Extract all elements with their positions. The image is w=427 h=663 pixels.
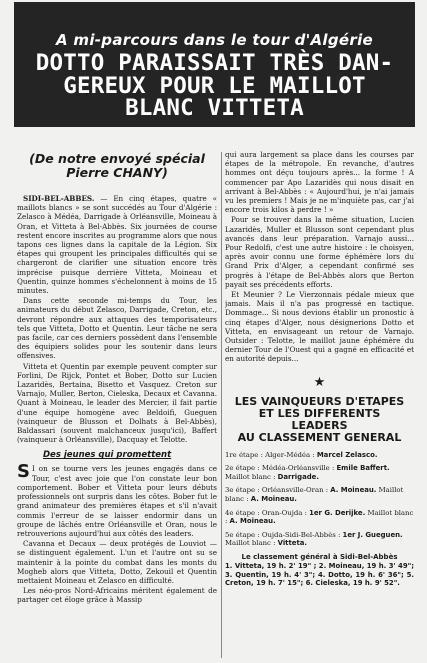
leader-label: Maillot blanc [225,539,271,548]
winners-heading [225,396,414,444]
article-paragraph: Les néo-pros Nord-Africains méritent également de partager cet éloge grâce à Massip [17,586,217,605]
stage-route: Oran-Oujda [261,508,303,517]
article-paragraph [17,194,217,295]
general-classification: 1. Vitteta, 19 h. 2' 19" ; 2. Moineau, 19 h. 3' 49"; 3. Quentin, 19 h. 4' 3"; 4. Dotto, 19 h. 6' 36"; 5. Creton, 19 h. 7' 15"; 6. Cieleska, 19 h. 9' 52". [225,562,414,588]
stage-number: 1re étape [225,450,259,459]
stage-winner: Marcel Zelasco. [316,450,378,459]
byline-line: Pierre CHANY) [66,165,168,180]
stage-leader: Vitteta. [277,539,308,548]
stage-route: Médéa-Orléansville [261,464,330,473]
stage-leader: A. Moineau. [250,495,297,504]
headline-line: DOTTO PARAISSAIT TRÈS DAN- [35,50,394,76]
article-paragraph [17,461,217,538]
stage-route: Oujda-Sidi-Bel-Abbès [261,530,336,539]
stage-winner: Emile Baffert. [336,464,390,473]
article-paragraph: Cavanna et Decaux — deux protégés de Louviot — se distinguent également. L'un et l'autre ont su se maintenir à la pointe du combat dans les monts du Mogheb alors que Vitteta, Dotto, Zekouil et Quentin mettaient Moineau et Zelasco en difficulté. [17,539,217,585]
heading-line: LES VAINQUEURS D'ETAPES [234,394,405,408]
stage-entry: 1re étape : Alger-Médéa : Marcel Zelasco. [225,450,378,459]
section-subhead: Des jeunes qui promettent [43,450,172,461]
article-paragraph: Dans cette seconde mi-temps du Tour, les animateurs du début Zelasco, Darrigade, Creton, etc., devront répondre aux attaques des temporisateurs tels que Vitteta, Dotto et Quentin. Leur tâche ne sera pas facile, car ces derniers possèdent dans l'ensemble des équipiers solides pour les soutenir dans leurs offensives. [17,296,217,361]
heading-line: AU CLASSEMENT GENERAL [237,430,402,444]
dateline: SIDI-BEL-ABBES. [23,194,95,203]
stage-winner: 1er G. Derijke. [309,508,366,517]
stage-number: 3e étape [225,486,256,495]
heading-line: ET LES DIFFERENTS [258,406,381,420]
article-paragraph: qui aura largement sa place dans les courses par étapes de la métropole. En revanche, d'autres hommes ont déçu toujours après... la forme ! A commencer par Apo Lazaridès qui nous disait en arrivant à Bel-Abbès : « Aujourd'hui, je n'ai jamais vu les premiers ! Mais je ne m'inquiète pas, car j'ai encore trois kilos à perdre ! » [225,150,414,215]
stage-leader: A. Moineau. [229,517,276,526]
leader-label: Maillot blanc [225,472,271,481]
article-column-right [225,150,414,660]
stage-number: 4e étape [225,508,256,517]
main-headline [14,52,415,120]
heading-line: LEADERS [291,418,348,432]
stage-entry: 3e étape : Orléansville-Oran : A. Moineau. Maillot blanc : A. Moineau. [225,486,404,504]
leader-label: Maillot blanc [367,508,414,517]
stage-entry: 4e étape : Oran-Oujda : 1er G. Derijke. Maillot blanc : A. Moineau. [225,508,414,526]
drop-cap: S [17,461,30,483]
stage-winner: A. Moineau. [330,486,377,495]
kicker: A mi-parcours dans le tour d'Algérie [55,31,373,49]
leader-label: Maillot blanc [225,486,404,504]
star-icon: ★ [313,374,326,390]
headline-banner [14,2,415,127]
byline [17,152,217,180]
article-column-left [17,150,217,660]
paragraph-text: I on se tourne vers les jeunes engagés dans ce Tour, c'est avec joie que l'on constate leur bon comportement. Bober et Vitteta pour leurs débuts professionnels ont surpris dans les côtes. Bober fut le grand animateur des premières étapes et s'il n'avait commis l'erreur de se laisser endormir dans un groupe de lâchés entre Orléansville et Oran, nous le retrouverions aujourd'hui aux côtés des leaders. [17,464,217,538]
stage-number: 5e étape [225,530,256,539]
stage-leader: Darrigade. [277,472,319,481]
stage-number: 2e étape [225,464,256,473]
stage-entry: 2e étape : Médéa-Orléansville : Emile Baffert. Maillot blanc : Darrigade. [225,464,390,481]
stage-results [225,451,414,548]
general-classification-title: Le classement général à Sidi-Bel-Abbès [241,553,398,562]
article-paragraph: Pour se trouver dans la même situation, Lucien Lazaridès, Muller et Blusson sont cependant plus avancés dans leur préparation. Varnajo aussi... Pour Redolfi, c'est une autre histoire : le choisyen, après avoir connu une forme éphémère lors du Grand Prix d'Alger, a cependant confirmé ses progrès à l'étape de Bel-Abbès alors que Berton payait ses précédents efforts. [225,215,414,289]
stage-winner: 1er J. Gueguen. [342,530,403,539]
byline-line: (De notre envoyé spécial [29,151,205,166]
stage-route: Orléansville-Oran [261,486,324,495]
article-paragraph: Vitteta et Quentin par exemple peuvent compter sur Forlini, De Rijck, Pontet et Bober, Dotto sur Lucien Lazaridès, Bertaina, Bisetto et Vasquez. Creton sur Varnajo, Muller, Berton, Cieleska, Decaux et Cavanna. Quant à Moineau, le leader des Mercier, il fait partie d'une équipe homogène avec Beldoifi, Gueguen (vainqueur de Blusson et Dolhats à Bel-Abbès), Baldassari (souvent malchanceux jusqu'ici), Baffert (vainqueur à Orléansville), Dacquay et Telotte. [17,361,217,445]
headline-line: GEREUX POUR LE MAILLOT [63,72,366,99]
headline-line: BLANC VITTETA [125,95,304,121]
paragraph-text: — En cinq étapes, quatre « maillots blancs » se sont succédés au Tour d'Algérie : Zelasco à Médéa, Darrigade à Orléansville, Moineau à Oran, et Vitteta à Bel-Abbès. Six journées de course restent encore inscrites au programme alors que nous tapons ces lignes dans la capitale de la Légion. Six étapes qui groupent les principales difficultés qui se chargeront de clarifier une situation encore très imprécise puisque derrière Vitteta, Moineau et Quentin, quinze hommes s'échelonnent à moins de 15 minutes. [17,194,217,296]
stage-entry: 5e étape : Oujda-Sidi-Bel-Abbès : 1er J. Gueguen. Maillot blanc : Vitteta. [225,530,403,548]
article-paragraph: Et Meunier ? Le Vierzonnais pédale mieux que jamais. Mais il n'a pas progressé en tactique. Dommage... Si nous devions établir un pronostic à cinq étapes d'Alger, nous désignerions Dotto et Vitteta, en envisageant un retour de Varnajo. Outsider : Telotte, le maillot jaune éphémère du dernier Tour de l'Ouest qui a gagné en efficacité et en autorité depuis... [225,290,414,364]
stage-route: Alger-Médéa [265,450,311,459]
column-rule [221,152,222,658]
